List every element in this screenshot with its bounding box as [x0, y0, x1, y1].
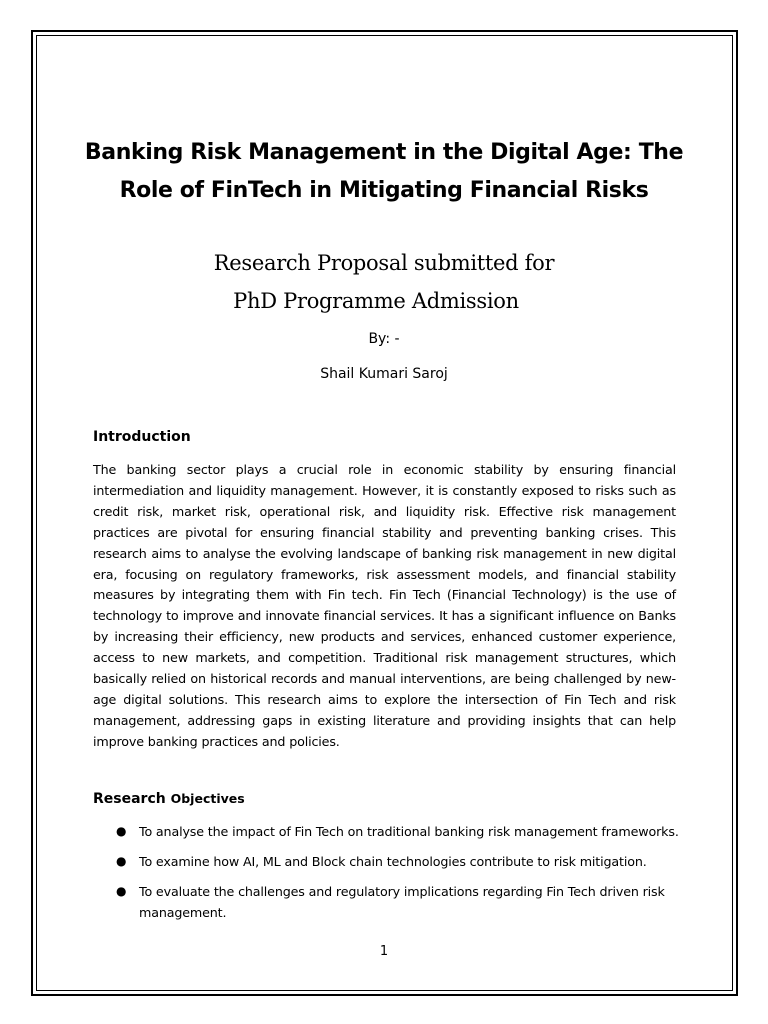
objective-text: To examine how AI, ML and Block chain technologies contribute to risk mitigation.	[139, 854, 647, 869]
bullet-icon: ●	[116, 824, 127, 838]
bullet-icon: ●	[116, 884, 127, 898]
subtitle-line-2: PhD Programme Admission	[233, 289, 519, 313]
objectives-list	[93, 821, 693, 932]
introduction-paragraph: The banking sector plays a crucial role in economic stability by ensuring financial intermediation and liquidity management. However, it is constantly exposed to risks such as credit risk, market risk, operational risk, and liquidity risk. Effective risk management practices are pivotal for ensuring financial stability and preventing banking crises. This research aims to analyse the evolving landscape of banking risk management in new digital era, focusing on regulatory frameworks, risk assessment models, and financial stability measures by integrating them with Fin tech. Fin Tech (Financial Technology) is the use of technology to improve and innovate financial services. It has a significant influence on Banks by increasing their efficiency, new products and services, enhanced customer experience, access to new markets, and competition. Traditional risk management structures, which basically relied on historical records and manual interventions, are being challenged by new-age digital solutions. This research aims to explore the intersection of Fin Tech and risk management, addressing gaps in existing literature and providing insights that can help improve banking practices and policies.	[93, 462, 676, 749]
introduction-heading: Introduction	[93, 429, 191, 445]
page-number: 1	[379, 944, 389, 959]
objective-item	[93, 881, 693, 923]
by-label: By: -	[368, 331, 400, 347]
objective-text: To evaluate the challenges and regulatory implications regarding Fin Tech driven risk management.	[139, 884, 665, 920]
author-name: Shail Kumari Saroj	[320, 366, 448, 382]
objectives-heading-word-2: Objectives	[170, 791, 245, 806]
objectives-heading-word-1: Research	[93, 791, 166, 807]
subtitle-line-1: Research Proposal submitted for	[213, 251, 555, 275]
document-title: Banking Risk Management in the Digital Age: The Role of FinTech in Mitigating Financial Risks	[84, 140, 684, 203]
objective-text: To analyse the impact of Fin Tech on traditional banking risk management frameworks.	[139, 824, 679, 839]
objective-item	[93, 851, 693, 872]
bullet-icon: ●	[116, 854, 127, 868]
objectives-heading	[93, 791, 245, 807]
objective-item	[93, 821, 693, 842]
